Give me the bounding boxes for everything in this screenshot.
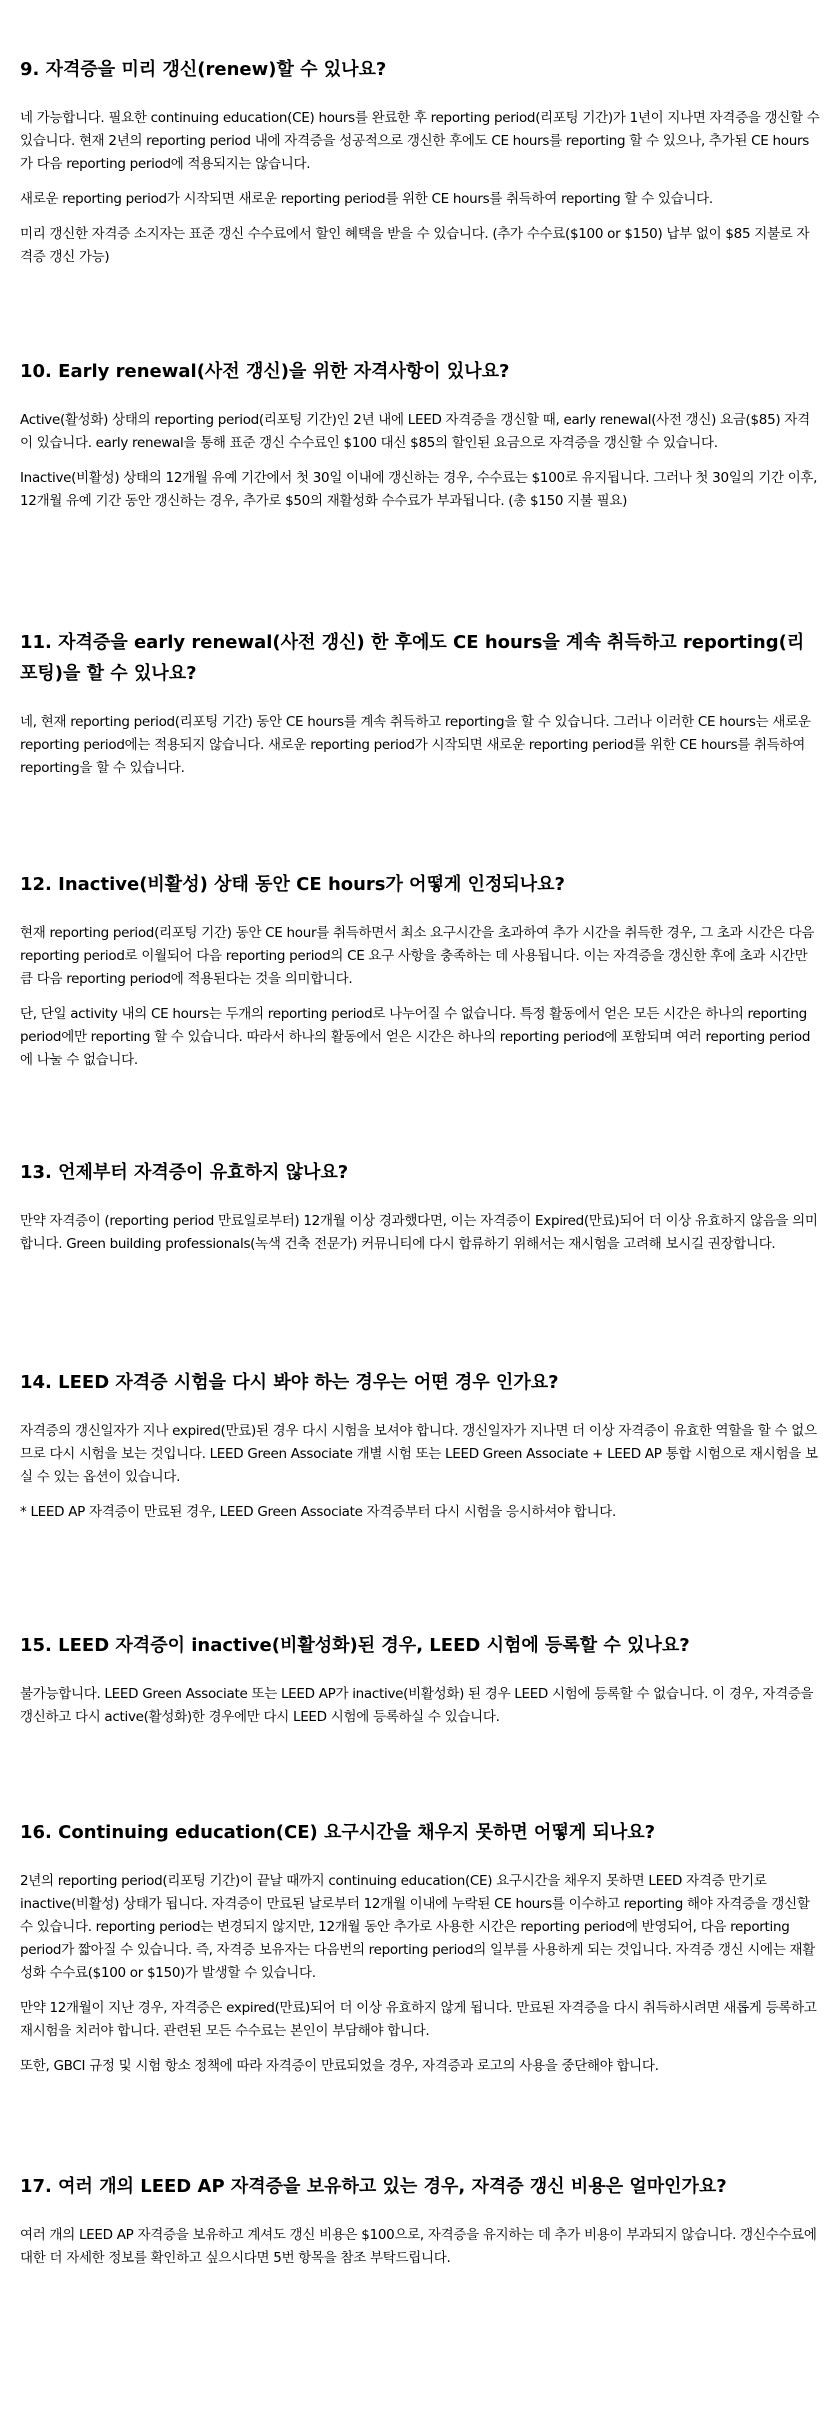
faq-question-11: 11. 자격증을 early renewal(사전 갱신) 한 후에도 CE hours을 계속 취득하고 reporting(리포팅)을 할 수 있나요? (20, 632, 805, 684)
faq-answer-15-1: 불가능합니다. LEED Green Associate 또는 LEED AP가 inactive(비활성화) 된 경우 LEED 시험에 등록할 수 없습니다. 이 경우, 자격증을 갱신하고 다시 active(활성화)한 경우에만 다시 LEED 시험에 등록하실 수 있습니다. (20, 1686, 814, 1725)
faq-item-17 (20, 2171, 820, 2282)
faq-answer-14-1: 자격증의 갱신일자가 지나 expired(만료)된 경우 다시 시험을 보셔야 합니다. 갱신일자가 지나면 더 이상 자격증이 유효한 역할을 할 수 없으므로 다시 시험을 보는 것입니다. LEED Green Associate 개별 시험 또는 LEED Green Associate + LEED AP 통합 시험으로 재시험을 보실 수 있는 옵션이 있습니다. (20, 1423, 818, 1485)
faq-answer-9-3: 미리 갱신한 자격증 소지자는 표준 갱신 수수료에서 할인 혜택을 받을 수 있습니다. (추가 수수료($100 or $150) 납부 없이 $85 지불로 자격증 갱신 가능) (20, 226, 810, 265)
faq-answer-12-1: 현재 reporting period(리포팅 기간) 동안 CE hour를 취득하면서 최소 요구시간을 초과하여 추가 시간을 취득한 경우, 그 초과 시간은 다음 reporting period로 이월되어 다음 reporting period의 CE 요구 사항을 충족하는 데 사용됩니다. 이는 자격증을 갱신한 후에 초과 시간만큼 다음 reporting period에 적용된다는 것을 의미합니다. (20, 925, 815, 987)
faq-item-16 (20, 1817, 820, 2090)
faq-question-14: 14. LEED 자격증 시험을 다시 봐야 하는 경우는 어떤 경우 인가요? (20, 1372, 559, 1393)
faq-answer-11-1: 네, 현재 reporting period(리포팅 기간) 동안 CE hours를 계속 취득하고 reporting을 할 수 있습니다. 그러나 이러한 CE hours는 새로운 reporting period에는 적용되지 않습니다. 새로운 reporting period가 시작되면 새로운 reporting period를 위한 CE hours를 취득하여 reporting을 할 수 있습니다. (20, 714, 811, 776)
faq-answer-9-2: 새로운 reporting period가 시작되면 새로운 reporting period를 위한 CE hours를 취득하여 reporting 할 수 있습니다. (20, 191, 713, 207)
faq-answer-9-1: 네 가능합니다. 필요한 continuing education(CE) hours를 완료한 후 reporting period(리포팅 기간)가 1년이 지나면 자격증을 갱신할 수 있습니다. 현재 2년의 reporting period 내에 자격증을 성공적으로 갱신한 후에도 CE hours를 reporting 할 수 있으나, 추가된 CE hours가 다음 reporting period에 적용되지는 않습니다. (20, 110, 820, 172)
faq-item-11 (20, 627, 820, 792)
faq-item-14 (20, 1367, 820, 1536)
faq-answer-14-2: * LEED AP 자격증이 만료된 경우, LEED Green Associate 자격증부터 다시 시험을 응시하셔야 합니다. (20, 1504, 616, 1520)
faq-item-10 (20, 356, 820, 525)
faq-question-9: 9. 자격증을 미리 갱신(renew)할 수 있나요? (20, 59, 387, 80)
faq-answer-17-1: 여러 개의 LEED AP 자격증을 보유하고 계셔도 갱신 비용은 $100으로, 자격증을 유지하는 데 추가 비용이 부과되지 않습니다. 갱신수수료에 대한 더 자세한 정보를 확인하고 싶으시다면 5번 항목을 참조 부탁드립니다. (20, 2227, 817, 2266)
faq-item-15 (20, 1630, 820, 1741)
faq-question-17: 17. 여러 개의 LEED AP 자격증을 보유하고 있는 경우, 자격증 갱신 비용은 얼마인가요? (20, 2176, 727, 2197)
faq-answer-10-2: Inactive(비활성) 상태의 12개월 유예 기간에서 첫 30일 이내에 갱신하는 경우, 수수료는 $100로 유지됩니다. 그러나 첫 30일의 기간 이후, 12개월 유예 기간 동안 갱신하는 경우, 추가로 $50의 재활성화 수수료가 부과됩니다. (총 $150 지불 필요) (20, 470, 818, 509)
faq-question-16: 16. Continuing education(CE) 요구시간을 채우지 못하면 어떻게 되나요? (20, 1822, 656, 1843)
faq-question-10: 10. Early renewal(사전 갱신)을 위한 자격사항이 있나요? (20, 361, 510, 382)
faq-answer-13-1: 만약 자격증이 (reporting period 만료일로부터) 12개월 이상 경과했다면, 이는 자격증이 Expired(만료)되어 더 이상 유효하지 않음을 의미합니다. Green building professionals(녹색 건축 전문가) 커뮤니티에 다시 합류하기 위해서는 재시험을 고려해 보시길 권장합니다. (20, 1213, 818, 1252)
faq-answer-12-2: 단, 단일 activity 내의 CE hours는 두개의 reporting period로 나누어질 수 없습니다. 특정 활동에서 얻은 모든 시간은 하나의 reporting period에만 reporting 할 수 있습니다. 따라서 하나의 활동에서 얻은 시간은 하나의 reporting period에 포함되며 여러 reporting period에 나눌 수 없습니다. (20, 1006, 811, 1068)
faq-question-12: 12. Inactive(비활성) 상태 동안 CE hours가 어떻게 인정되나요? (20, 874, 565, 895)
faq-answer-16-1: 2년의 reporting period(리포팅 기간)이 끝날 때까지 continuing education(CE) 요구시간을 채우지 못하면 LEED 자격증 만기로 inactive(비활성) 상태가 됩니다. 자격증이 만료된 날로부터 12개월 이내에 누락된 CE hours를 이수하고 reporting 해야 자격증을 갱신할 수 있습니다. reporting period는 변경되지 않지만, 12개월 동안 추가로 사용한 시간은 reporting period에 반영되어, 다음 reporting period가 짧아질 수 있습니다. 즉, 자격증 보유자는 다음번의 reporting period의 일부를 사용하게 되는 것입니다. 자격증 갱신 시에는 재활성화 수수료($100 or $150)가 발생할 수 있습니다. (20, 1873, 815, 1981)
faq-item-9 (20, 54, 820, 281)
faq-question-15: 15. LEED 자격증이 inactive(비활성화)된 경우, LEED 시험에 등록할 수 있나요? (20, 1635, 690, 1656)
faq-item-13 (20, 1157, 820, 1268)
faq-item-12 (20, 869, 820, 1084)
faq-answer-16-3: 또한, GBCI 규정 및 시험 항소 정책에 따라 자격증이 만료되었을 경우, 자격증과 로고의 사용을 중단해야 합니다. (20, 2058, 659, 2074)
faq-question-13: 13. 언제부터 자격증이 유효하지 않나요? (20, 1162, 349, 1183)
faq-answer-10-1: Active(활성화) 상태의 reporting period(리포팅 기간)인 2년 내에 LEED 자격증을 갱신할 때, early renewal(사전 갱신) 요금($85) 자격이 있습니다. early renewal을 통해 표준 갱신 수수료인 $100 대신 $85의 할인된 요금으로 자격증을 갱신할 수 있습니다. (20, 412, 810, 451)
faq-answer-16-2: 만약 12개월이 지난 경우, 자격증은 expired(만료)되어 더 이상 유효하지 않게 됩니다. 만료된 자격증을 다시 취득하시려면 새롭게 등록하고 재시험을 치러야 합니다. 관련된 모든 수수료는 본인이 부담해야 합니다. (20, 2000, 817, 2039)
